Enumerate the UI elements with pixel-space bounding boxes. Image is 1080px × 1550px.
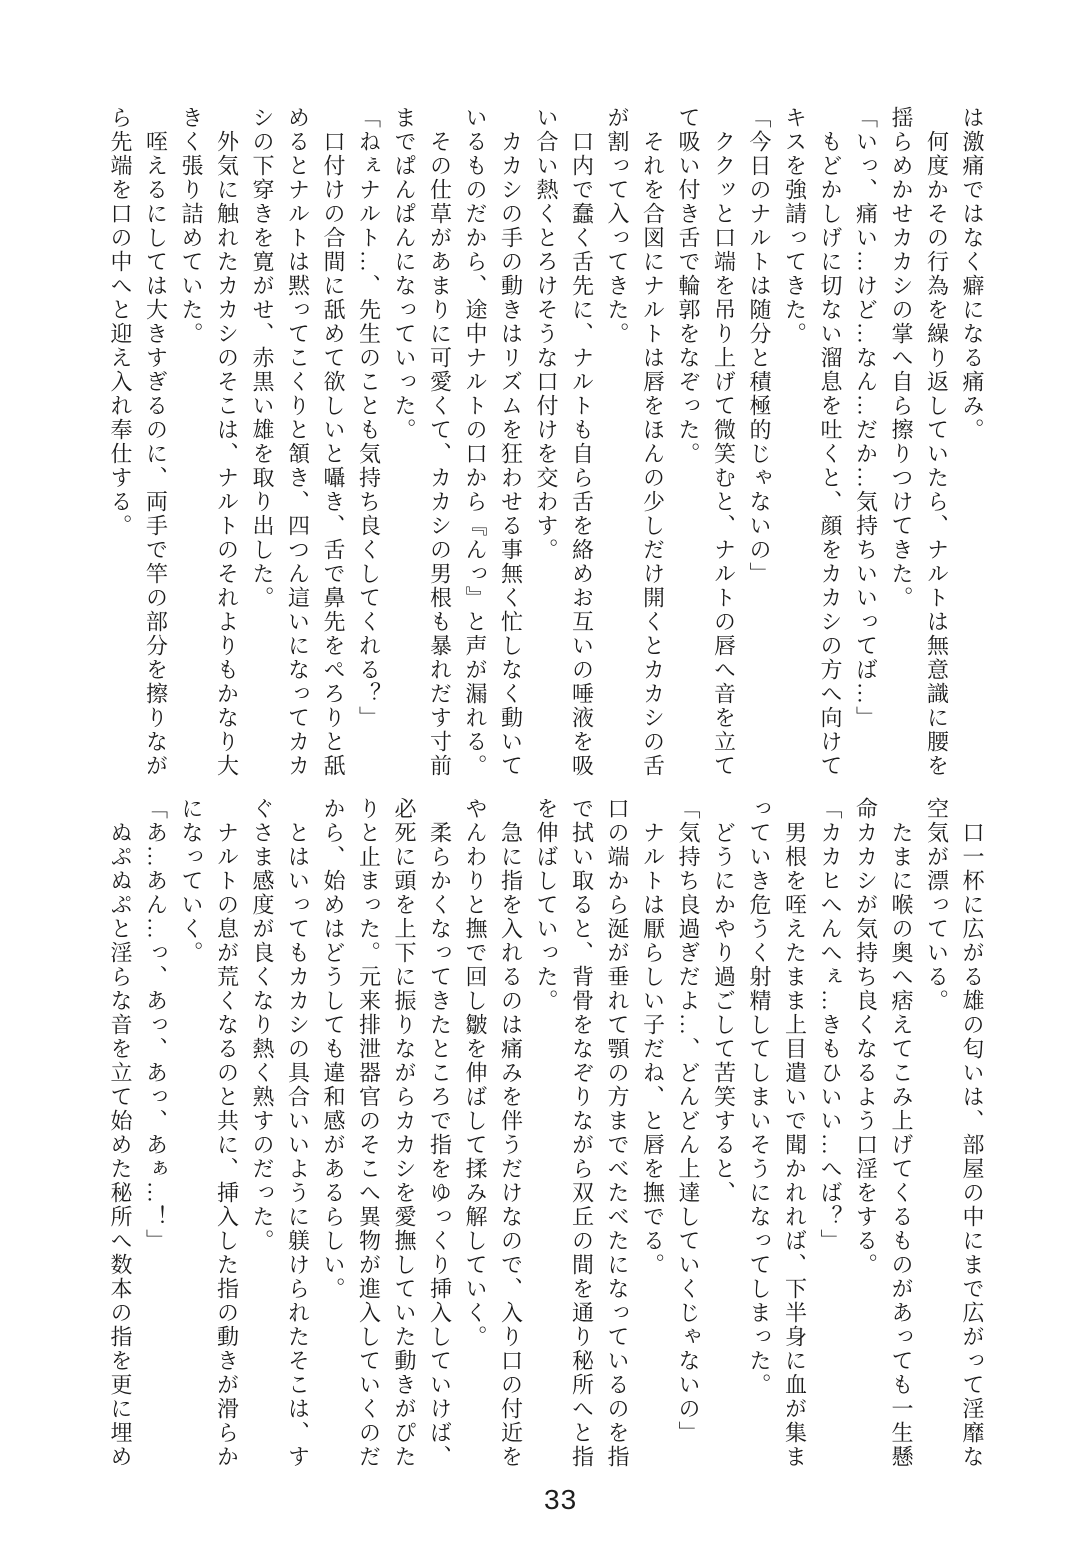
text-column: までぱんぱんになっていった。	[392, 106, 417, 442]
text-column: 「あ…あん…っ、あっ、あっ、あぁ…！」	[143, 797, 169, 1253]
text-column: は激痛ではなく癖になる痛み。	[960, 106, 985, 442]
text-column: ククッと口端を吊り上げて微笑むと、ナルトの唇へ音を立て	[711, 130, 737, 778]
text-column: ナルトの息が荒くなるのと共に、挿入した指の動きが滑らか	[214, 821, 240, 1469]
text-column: で拭い取ると、背骨をなぞりながら双丘の間を通り秘所へと指	[569, 797, 595, 1469]
text-column: になっていく。	[179, 797, 204, 965]
text-column: ぬぷぬぷと淫らな音を立て始めた秘所へ数本の指を更に埋め	[108, 821, 133, 1469]
text-column: て吸い付き舌で輪郭をなぞった。	[676, 106, 701, 466]
text-column: 「ねぇナルト…、先生のことも気持ち良くしてくれる？」	[356, 106, 382, 730]
text-column: 口の端から涎が垂れて顎の方までべたべたになっているのを指	[605, 797, 630, 1469]
text-column: 空気が漂っている。	[924, 797, 950, 1013]
text-column: りと止まった。元来排泄器官のそこへ異物が進入していくのだ	[356, 797, 382, 1469]
text-column: 急に指を入れるのは痛みを伴うだけなので、入り口の付近を	[498, 821, 524, 1469]
text-column: い合い熱くとろけそうな口付けを交わす。	[534, 106, 559, 562]
text-column: 男根を咥えたまま上目遣いで聞かれれば、下半身に血が集ま	[782, 821, 808, 1469]
text-column: きく張り詰めていた。	[179, 106, 204, 346]
text-column: 「気持ち良過ぎだよ…、どんどん上達していくじゃないの」	[676, 797, 701, 1445]
text-column: 命カカシが気持ち良くなるよう口淫をする。	[853, 797, 879, 1277]
text-column: それを合図にナルトは唇をほんの少しだけ開くとカカシの舌	[640, 130, 666, 778]
text-column: から、始めはどうしても違和感があるらしい。	[321, 797, 346, 1301]
text-column: 「今日のナルトは随分と積極的じゃないの」	[747, 106, 772, 586]
text-column: 「カカヒへんへぇ…きもひいい…へば？」	[818, 797, 843, 1253]
text-column: めるとナルトは黙ってこくりと頷き、四つん這いになってカカ	[285, 106, 311, 778]
text-column: ら先端を口の中へと迎え入れ奉仕する。	[108, 106, 133, 538]
text-column: 何度かその行為を繰り返していたら、ナルトは無意識に腰を	[924, 130, 950, 778]
text-column: が割って入ってきた。	[605, 106, 630, 346]
text-column: その仕草があまりに可愛くて、カカシの男根も暴れだす寸前	[427, 130, 453, 778]
text-column: シの下穿きを寛がせ、赤黒い雄を取り出した。	[250, 106, 275, 610]
text-column: っていき危うく射精してしまいそうになってしまった。	[747, 797, 772, 1397]
text-column: 揺らめかせカカシの掌へ自ら擦りつけてきた。	[889, 106, 914, 610]
text-column: もどかしげに切ない溜息を吐くと、顔をカカシの方へ向けて	[818, 130, 843, 778]
text-column: 「いっ、痛い…けど…なん…だか…気持ちいいってば…」	[853, 106, 879, 730]
text-column: たまに喉の奥へ痞えてこみ上げてくるものがあっても一生懸	[889, 821, 914, 1469]
top-text-block	[103, 106, 991, 782]
text-column: いるものだから、途中ナルトの口から『んっ』と声が漏れる。	[463, 106, 488, 778]
text-column: 柔らかくなってきたところで指をゆっくり挿入していけば、	[427, 821, 453, 1469]
text-column: を伸ばしていった。	[534, 797, 559, 1013]
text-column: 口内で蠢く舌先に、ナルトも自ら舌を絡めお互いの唾液を吸	[569, 130, 595, 778]
page-number: 33	[544, 1484, 578, 1515]
text-column: カカシの手の動きはリズムを狂わせる事無く忙しなく動いて	[498, 130, 524, 778]
text-column: ナルトは厭らしい子だね、と唇を撫でる。	[640, 821, 666, 1277]
text-column: 口付けの合間に舐めて欲しいと囁き、舌で鼻先をぺろりと舐	[321, 130, 346, 778]
text-column: どうにかやり過ごして苦笑すると、	[711, 821, 737, 1205]
text-column: 口一杯に広がる雄の匂いは、部屋の中にまで広がって淫靡な	[960, 821, 985, 1469]
text-column: キスを強請ってきた。	[782, 106, 808, 346]
text-column: 必死に頭を上下に振りながらカカシを愛撫していた動きがぴた	[392, 797, 417, 1469]
bottom-text-block	[103, 797, 991, 1473]
text-column: 咥えるにしては大きすぎるのに、両手で竿の部分を擦りなが	[143, 130, 169, 778]
text-column: ぐさま感度が良くなり熱く熟すのだった。	[250, 797, 275, 1253]
text-column: とはいってもカカシの具合いいように躾けられたそこは、す	[285, 821, 311, 1469]
text-column: 外気に触れたカカシのそこは、ナルトのそれよりもかなり大	[214, 130, 240, 778]
text-column: やんわりと撫で回し皺を伸ばして揉み解していく。	[463, 797, 488, 1349]
